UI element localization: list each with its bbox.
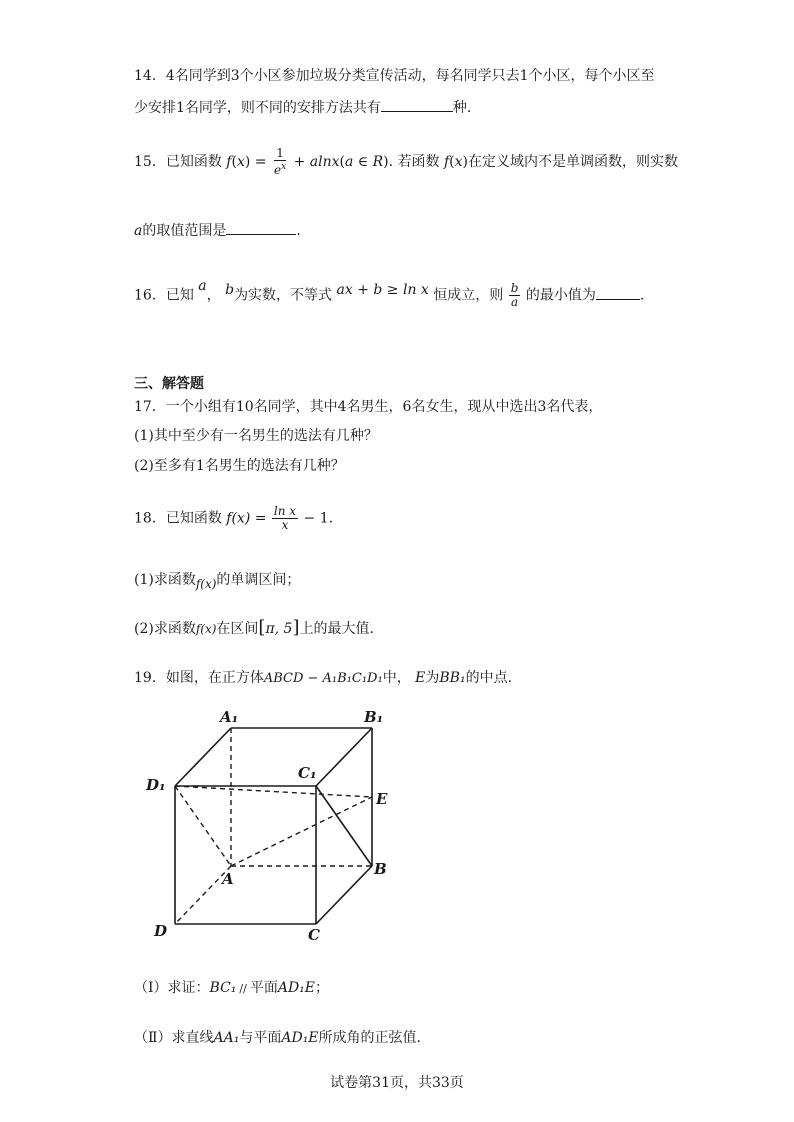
q17-part1: (1)其中至少有一名男生的选法有几种？ — [134, 428, 378, 444]
section-title: 三、解答题 — [134, 376, 204, 392]
hidden-segment-AE — [231, 797, 372, 866]
q16-fraction: $\frac{b}{a}$ — [510, 281, 519, 309]
q14-answer-blank[interactable] — [381, 97, 453, 112]
q15-fraction: $\frac{1}{e^x}$ — [273, 146, 287, 177]
cube-figure — [140, 704, 400, 944]
q19-part1: （Ⅰ）求证：BC₁ // 平面AD₁E； — [134, 980, 329, 996]
segment-C1B — [316, 786, 372, 866]
q16-line: 16．已知 a， b为实数，不等式 ax + b ≥ ln x 恒成立，则 $\frac{b}{a}$ 的最小值为 . — [134, 277, 645, 309]
label-B1: B₁ — [364, 708, 384, 726]
q15-answer-blank[interactable] — [226, 220, 296, 235]
edge-CB — [316, 866, 372, 924]
label-C: C — [308, 926, 320, 944]
q18-part1: (1)求函数f(x)的单调区间； — [134, 572, 301, 591]
q19-stem: 19．如图，在正方体ABCD − A₁B₁C₁D₁中， E为BB₁的中点. — [134, 670, 513, 686]
edge-B1C1 — [316, 728, 372, 786]
label-D: D — [154, 922, 168, 940]
q17-part2: (2)至多有1名男生的选法有几种？ — [134, 458, 345, 474]
q14-line1: 14．4名同学到3个小区参加垃圾分类宣传活动，每名同学只去1个小区，每个小区至 — [134, 68, 655, 84]
q14-line2: 少安排1名同学，则不同的安排方法共有 种. — [134, 97, 471, 118]
q18-stem: 18．已知函数 f(x) = $\frac{\text{ln x}}{x}$ − 1. — [134, 504, 334, 532]
label-C1: C₁ — [298, 764, 317, 782]
q19-part2: （Ⅱ）求直线AA₁与平面AD₁E所成角的正弦值. — [134, 1030, 421, 1046]
q18-fraction: $\frac{\text{ln x}}{x}$ — [273, 504, 297, 532]
hidden-segment-D1E — [175, 786, 372, 797]
label-A1: A₁ — [220, 708, 239, 726]
q18-part2: (2)求函数f(x)在区间[π, 5]上的最大值. — [134, 617, 374, 638]
label-B: B — [374, 860, 387, 878]
q17-stem: 17．一个小组有10名同学，其中4名男生，6名女生，现从中选出3名代表， — [134, 399, 603, 415]
page-footer: 试卷第31页，共33页 — [330, 1075, 464, 1091]
label-E: E — [376, 790, 388, 808]
hidden-segment-D1A — [175, 786, 231, 866]
edge-A1D1 — [175, 728, 231, 786]
q15-line2: a的取值范围是 . — [134, 220, 301, 241]
q16-answer-blank[interactable] — [596, 285, 640, 300]
label-D1: D₁ — [146, 776, 166, 794]
label-A: A — [222, 870, 234, 888]
q15-line1: 15．已知函数 f(x) = $\frac{1}{e^x}$ + alnx(a ∈ R). 若函数 f(x)在定义域内不是单调函数，则实数 — [134, 146, 678, 177]
